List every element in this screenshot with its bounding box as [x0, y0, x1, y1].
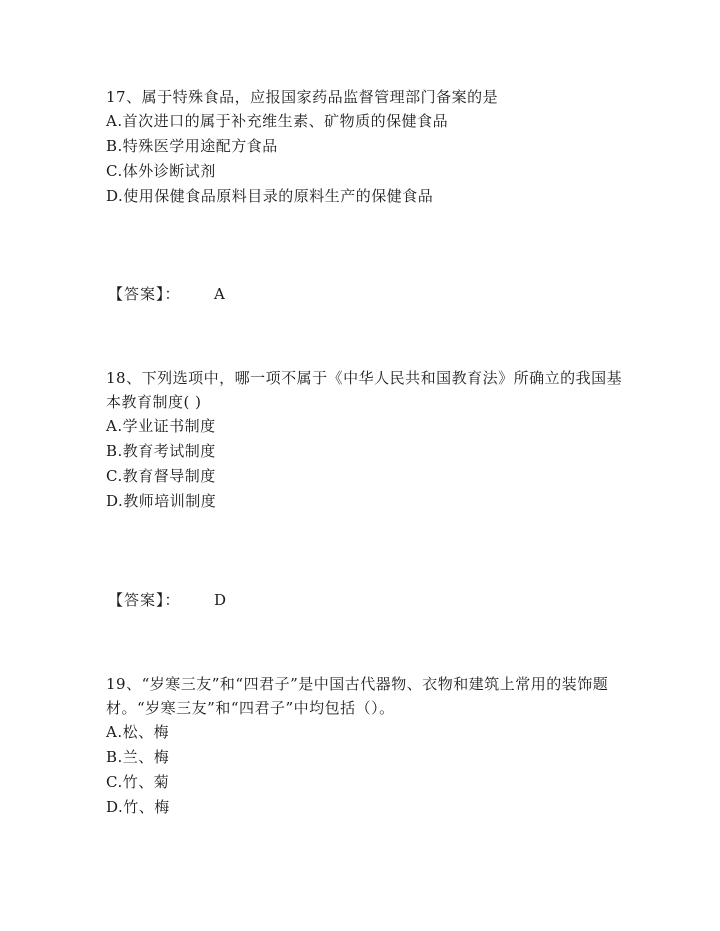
question-stem: 18、下列选项中，哪一项不属于《中华人民共和国教育法》所确立的我国基本教育制度( ): [106, 369, 623, 411]
option-c: C.体外诊断试剂: [106, 162, 216, 180]
option-a: A.松、梅: [106, 723, 170, 741]
option-c: C.竹、菊: [106, 773, 170, 791]
question-stem: 17、属于特殊食品，应报国家药品监督管理部门备案的是: [106, 88, 499, 106]
option-a: A.学业证书制度: [106, 417, 216, 435]
answer-18: [108, 588, 227, 612]
option-b: B.教育考试制度: [106, 442, 216, 460]
answer-label: 【答案】：: [108, 285, 181, 303]
option-b: B.特殊医学用途配方食品: [106, 137, 278, 155]
answer-label: 【答案】：: [108, 591, 181, 609]
option-d: D.教师培训制度: [106, 492, 217, 510]
answer-17: [108, 282, 225, 306]
answer-value: D: [214, 591, 227, 609]
question-17: [106, 85, 626, 209]
question-stem: 19、“岁寒三友”和“四君子”是中国古代器物、衣物和建筑上常用的装饰题材。“岁寒三友”和“四君子”中均包括（）。: [106, 675, 609, 717]
option-d: D.使用保健食品原料目录的原料生产的保健食品: [106, 187, 434, 205]
option-a: A.首次进口的属于补充维生素、矿物质的保健食品: [106, 112, 449, 130]
question-19: [106, 672, 626, 820]
option-c: C.教育督导制度: [106, 467, 216, 485]
question-18: [106, 366, 626, 514]
option-b: B.兰、梅: [106, 748, 170, 766]
answer-value: A: [214, 285, 225, 303]
option-d: D.竹、梅: [106, 798, 170, 816]
